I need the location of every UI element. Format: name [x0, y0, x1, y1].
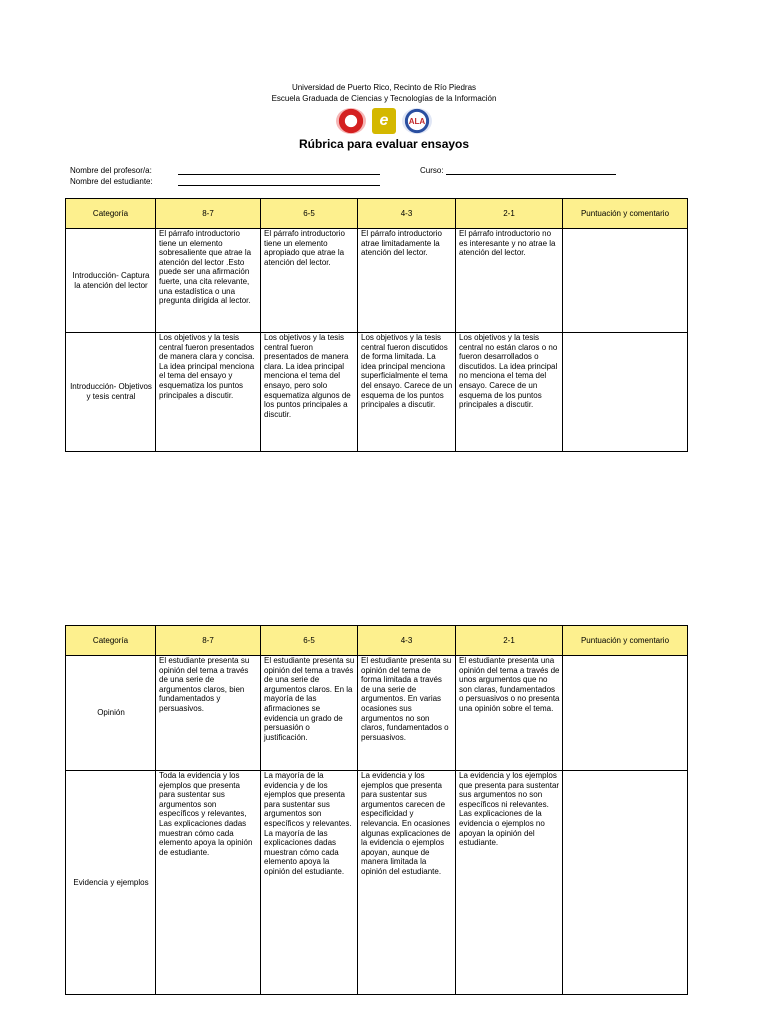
score-comment-cell[interactable] — [563, 229, 688, 333]
header-6-5: 6-5 — [261, 626, 358, 656]
criteria-cell: Los objetivos y la tesis central fueron discutidos de forma limitada. La idea principal menciona superficialmente el tema del ensayo. Carece de un esquema de los puntos principales a discutir. — [358, 333, 456, 452]
table-row — [66, 333, 688, 452]
header-categoria: Categoría — [66, 626, 156, 656]
criteria-cell: El estudiante presenta una opinión del tema a través de unos argumentos que no son claras, fundamentados o persuasivos o no presenta una opinión sobre el tema. — [456, 656, 563, 771]
name-fields — [70, 165, 710, 187]
criteria-cell: El estudiante presenta su opinión del tema de forma limitada a través de una serie de argumentos. En varias ocasiones sus argumentos no son claros, fundamentados o persuasivos. — [358, 656, 456, 771]
profesor-label: Nombre del profesor/a: — [70, 166, 152, 175]
header-8-7: 8-7 — [156, 199, 261, 229]
criteria-cell: El estudiante presenta su opinión del tema a través de una serie de argumentos claros, bien fundamentados y persuasivos. — [156, 656, 261, 771]
estudiante-label: Nombre del estudiante: — [70, 177, 153, 186]
criteria-cell: El párrafo introductorio tiene un elemento apropiado que atrae la atención del lector. — [261, 229, 358, 333]
header-2-1: 2-1 — [456, 199, 563, 229]
header-puntuacion: Puntuación y comentario — [563, 626, 688, 656]
score-comment-cell[interactable] — [563, 771, 688, 995]
table-row — [66, 771, 688, 995]
profesor-row — [70, 165, 710, 176]
criteria-cell: El párrafo introductorio no es interesante y no atrae la atención del lector. — [456, 229, 563, 333]
profesor-blank-line[interactable] — [178, 167, 380, 175]
score-comment-cell[interactable] — [563, 333, 688, 452]
header-2-1: 2-1 — [456, 626, 563, 656]
document-title: Rúbrica para evaluar ensayos — [298, 137, 470, 151]
criteria-cell: El estudiante presenta su opinión del tema a través de una serie de argumentos claros. En la mayoría de las afirmaciones se evidencia un grado de persuasión o justificación. — [261, 656, 358, 771]
curso-field — [420, 166, 616, 175]
criteria-cell: Los objetivos y la tesis central fueron presentados de manera clara y concisa. La idea principal menciona el tema del ensayo y esquematiza los puntos principales a discutir. — [156, 333, 261, 452]
ala-logo: ALA — [402, 108, 432, 134]
score-comment-cell[interactable] — [563, 656, 688, 771]
header-6-5: 6-5 — [261, 199, 358, 229]
category-cell: Opinión — [66, 656, 156, 771]
category-cell: Evidencia y ejemplos — [66, 771, 156, 995]
criteria-cell: La evidencia y los ejemplos que presenta para sustentar sus argumentos no son específicos ni relevantes. Las explicaciones de la evidencia o ejemplos no apoyan la opinión del estudiante. — [456, 771, 563, 995]
header-4-3: 4-3 — [358, 626, 456, 656]
criteria-cell: Los objetivos y la tesis central fueron presentados de manera clara. La idea principal menciona el tema del ensayo, pero solo esquematiza algunos de los puntos principales a discutir. — [261, 333, 358, 452]
header-8-7: 8-7 — [156, 626, 261, 656]
curso-blank-line[interactable] — [446, 167, 616, 175]
criteria-cell: Los objetivos y la tesis central no están claros o no fueron desarrollados o discutidos. La idea principal no menciona el tema del ensayo. Carece de un esquema de los puntos principales a discutir. — [456, 333, 563, 452]
logo-row — [0, 108, 768, 134]
rubric-table-1 — [65, 198, 688, 452]
criteria-cell: La mayoría de la evidencia y de los ejemplos que presenta para sustentar sus argumentos son específicos y relevantes. La mayoría de las explicaciones dadas muestran cómo cada elemento apoya la opinión del estudiante. — [261, 771, 358, 995]
estudiante-row — [70, 176, 710, 187]
category-cell: Introducción- Objetivos y tesis central — [66, 333, 156, 452]
egcti-logo: e — [372, 108, 396, 134]
header-row — [66, 626, 688, 656]
criteria-cell: El párrafo introductorio atrae limitadamente la atención del lector. — [358, 229, 456, 333]
document-header — [0, 82, 768, 151]
table-row — [66, 656, 688, 771]
criteria-cell: Toda la evidencia y los ejemplos que presenta para sustentar sus argumentos son específicos y relevantes, Las explicaciones dadas muestran cómo cada elemento apoya la opinión de estudiante. — [156, 771, 261, 995]
category-cell: Introducción- Captura la atención del lector — [66, 229, 156, 333]
university-name: Universidad de Puerto Rico, Recinto de Río Piedras — [291, 83, 477, 92]
header-4-3: 4-3 — [358, 199, 456, 229]
curso-label: Curso: — [420, 166, 444, 175]
criteria-cell: La evidencia y los ejemplos que presenta para sustentar sus argumentos carecen de especificidad y relevancia. En ocasiones algunas explicaciones de la evidencia o ejemplos apoyan, aunque de manera limitada la opinión del estudiante. — [358, 771, 456, 995]
upr-seal-logo — [336, 108, 366, 134]
header-row — [66, 199, 688, 229]
estudiante-blank-line[interactable] — [178, 178, 380, 186]
header-categoria: Categoría — [66, 199, 156, 229]
table-row — [66, 229, 688, 333]
criteria-cell: El párrafo introductorio tiene un elemento sobresaliente que atrae la atención del lector .Esto puede ser una afirmación fuerte, una cita relevante, una estadística o una pregunta dirigida al lector. — [156, 229, 261, 333]
header-puntuacion: Puntuación y comentario — [563, 199, 688, 229]
school-name: Escuela Graduada de Ciencias y Tecnologías de la Información — [271, 94, 497, 103]
rubric-table-2 — [65, 625, 688, 995]
